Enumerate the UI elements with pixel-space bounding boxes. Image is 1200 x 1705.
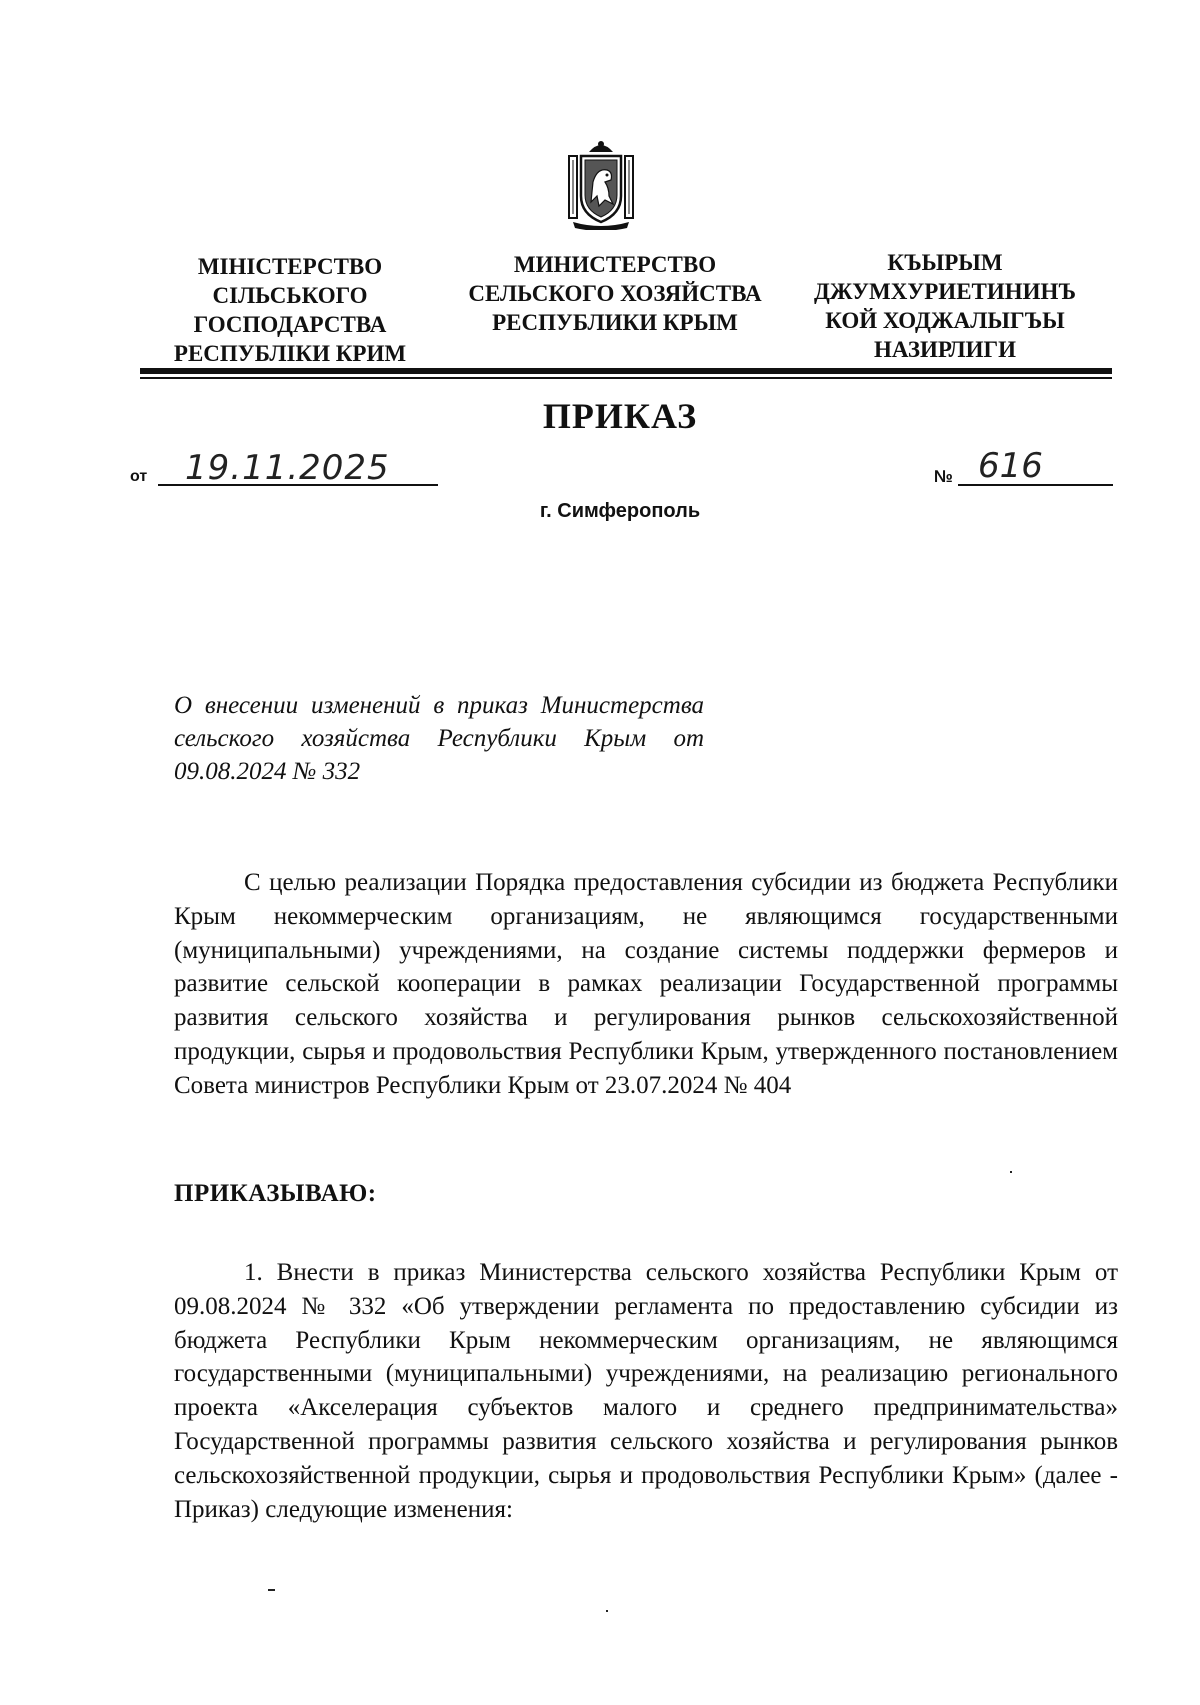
ministry-name-ukrainian: МІНІСТЕРСТВО СІЛЬСЬКОГО ГОСПОДАРСТВА РЕСПУБЛІКИ КРИМ [173, 254, 407, 366]
order-item-1: 1. Внести в приказ Министерства сельского хозяйства Республики Крым от 09.08.2024 № 332 «Об утверждении регламента по предоставлению субсидии из бюджета Республики Крым некоммерческим организациям, не являющимся государственными (муниципальными) учреждениями, на реализацию регионального проекта «Акселерация субъектов малого и среднего предпринимательства» Государственной программы развития сельского хозяйства и регулирования рынков сельскохозяйственной продукции, сырья и продовольствия Республики Крым» (далее - Приказ) следующие изменения: [174, 1259, 1118, 1523]
handwritten-date: 19.11.2025 [185, 448, 390, 488]
scan-speck [268, 1589, 275, 1591]
document-title: ПРИКАЗ [542, 396, 698, 436]
scan-speck [1010, 1171, 1012, 1173]
order-subject: О внесении изменений в приказ Министерства сельского хозяйства Республики Крым от 09.08.2024 № 332 [174, 692, 704, 785]
order-directive-heading: ПРИКАЗЫВАЮ: [174, 1180, 377, 1207]
date-prefix: от [130, 468, 148, 485]
number-prefix: № [934, 467, 953, 486]
header-divider-thick [140, 368, 1112, 374]
scan-speck [606, 1610, 608, 1612]
crimea-coat-of-arms-icon [567, 138, 635, 230]
ministry-name-crimean-tatar: КЪЫРЫМ ДЖУМХУРИЕТИНИНЪ КОЙ ХОДЖАЛЫГЪЫ НАЗИРЛИГИ [813, 250, 1077, 362]
ministry-name-russian: МИНИСТЕРСТВО СЕЛЬСКОГО ХОЗЯЙСТВА РЕСПУБЛИКИ КРЫМ [468, 252, 762, 335]
city-name: г. Симферополь [539, 500, 701, 522]
header-divider-thin [140, 377, 1112, 379]
handwritten-number: 616 [978, 446, 1043, 486]
preamble-paragraph: С целью реализации Порядка предоставления субсидии из бюджета Республики Крым некоммерческим организациям, не являющимся государственными (муниципальными) учреждениями, на создание системы поддержки фермеров и развитие сельской кооперации в рамках реализации Государственной программы развития сельского хозяйства и регулирования рынков сельскохозяйственной продукции, сырья и продовольствия Республики Крым, утвержденного постановлением Совета министров Республики Крым от 23.07.2024 № 404 [174, 869, 1118, 1099]
